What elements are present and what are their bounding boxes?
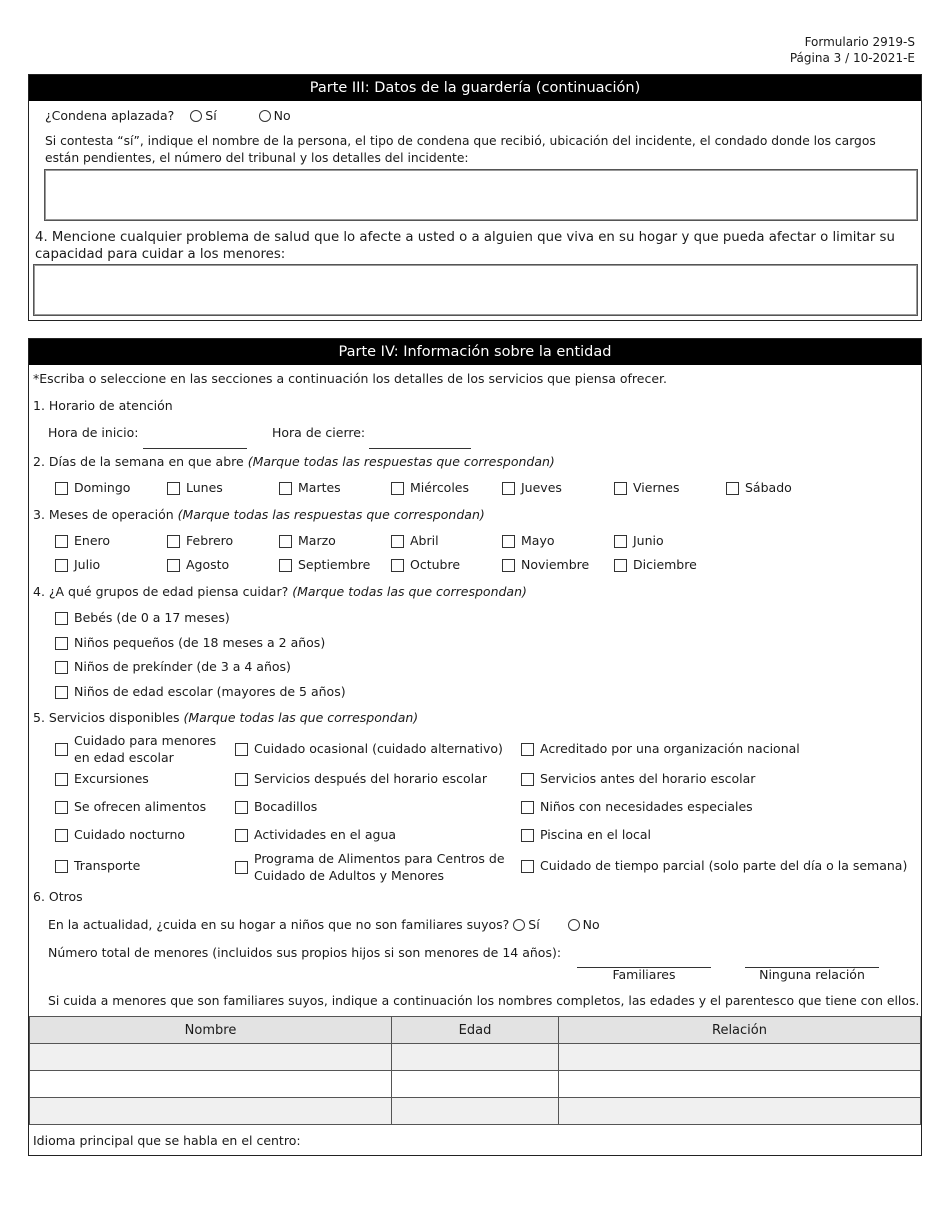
day-wednesday[interactable] [391, 480, 469, 495]
month-sep[interactable] [279, 557, 370, 572]
day-friday-label: Viernes [633, 480, 680, 495]
deferred-yes-label: Sí [205, 108, 217, 123]
nonfamily-question [48, 917, 600, 932]
service-pool[interactable] [521, 827, 651, 842]
name-cell[interactable] [30, 1071, 392, 1098]
checkbox[interactable] [235, 829, 248, 842]
deferred-yes-radio[interactable] [190, 110, 202, 122]
checkbox[interactable] [279, 482, 292, 495]
month-jun-label: Junio [633, 533, 664, 548]
month-feb-label: Febrero [186, 533, 234, 548]
nonfamily-no-label: No [582, 917, 600, 932]
no-relation-label: Ninguna relación [759, 967, 865, 982]
checkbox[interactable] [55, 686, 68, 699]
service-excursions-label: Excursiones [74, 771, 149, 786]
ages-label [33, 584, 527, 599]
month-aug[interactable] [167, 557, 229, 572]
service-transport-label: Transporte [74, 858, 141, 873]
month-jun[interactable] [614, 533, 664, 548]
services-note: (Marque todas las que correspondan) [183, 710, 419, 725]
service-food-program-line2: Cuidado de Adultos y Menores [254, 868, 445, 883]
service-night-care-label: Cuidado nocturno [74, 827, 186, 842]
month-oct[interactable] [391, 557, 460, 572]
nonfamily-yes-radio[interactable] [513, 919, 525, 931]
service-occasional-label: Cuidado ocasional (cuidado alternativo) [254, 741, 503, 756]
nonfamily-yes-label: Sí [528, 917, 540, 932]
health-problems-field[interactable] [33, 264, 918, 316]
service-occasional[interactable] [235, 741, 503, 756]
checkbox[interactable] [55, 661, 68, 674]
age-school[interactable] [55, 684, 346, 699]
part3-section [28, 74, 922, 321]
day-friday[interactable] [614, 480, 679, 495]
part4-intro: *Escriba o seleccione en las secciones a continuación los detalles de los servicios que piensa ofrecer. [33, 371, 667, 386]
months-label-text: 3. Meses de operación [33, 507, 174, 522]
end-time-label: Hora de cierre: [272, 425, 366, 440]
form-header [790, 34, 915, 66]
age-prek[interactable] [55, 659, 291, 674]
service-school-age-line1: Cuidado para menores [74, 733, 217, 748]
service-pool-label: Piscina en el local [540, 827, 651, 842]
service-snacks-label: Bocadillos [254, 799, 318, 814]
months-note: (Marque todas las respuestas que correspondan) [177, 507, 485, 522]
month-dec[interactable] [614, 557, 697, 572]
nonfamily-question-text: En la actualidad, ¿cuida en su hogar a niños que no son familiares suyos? [48, 917, 510, 932]
day-tuesday[interactable] [279, 480, 341, 495]
deferred-no-radio[interactable] [259, 110, 271, 122]
service-part-time-label: Cuidado de tiempo parcial (solo parte del día o la semana) [540, 858, 908, 873]
day-saturday[interactable] [726, 480, 792, 495]
service-excursions[interactable] [55, 771, 149, 786]
month-mar-label: Marzo [298, 533, 336, 548]
start-time-label: Hora de inicio: [48, 425, 139, 440]
day-saturday-label: Sábado [745, 480, 792, 495]
service-after-school[interactable] [235, 771, 487, 786]
service-snacks[interactable] [235, 799, 317, 814]
column-header-age: Edad [392, 1017, 559, 1044]
age-cell[interactable] [392, 1098, 559, 1125]
service-before-school[interactable] [521, 771, 755, 786]
others-label: 6. Otros [33, 889, 83, 904]
if-yes-line2: están pendientes, el número del tribunal y los detalles del incidente: [45, 151, 469, 165]
nonfamily-no-radio[interactable] [568, 919, 580, 931]
age-infants[interactable] [55, 610, 230, 625]
age-school-label: Niños de edad escolar (mayores de 5 años) [74, 684, 346, 699]
family-instructions: Si cuida a menores que son familiares suyos, indique a continuación los nombres completos, las edades y el parentesco que tiene con ellos. [48, 993, 920, 1008]
name-cell[interactable] [30, 1098, 392, 1125]
day-thursday[interactable] [502, 480, 562, 495]
days-label-text: 2. Días de la semana en que abre [33, 454, 244, 469]
relation-cell[interactable] [559, 1044, 921, 1071]
deferred-details-field[interactable] [44, 169, 918, 221]
service-school-age-checkbox[interactable] [55, 743, 68, 756]
service-food-program-label [254, 850, 505, 884]
service-meals[interactable] [55, 799, 206, 814]
checkbox[interactable] [55, 773, 68, 786]
day-sunday-label: Domingo [74, 480, 131, 495]
checkbox[interactable] [391, 559, 404, 572]
checkbox[interactable] [55, 801, 68, 814]
primary-language-label[interactable]: Idioma principal que se habla en el centro: [33, 1133, 301, 1148]
service-meals-label: Se ofrecen alimentos [74, 799, 207, 814]
month-dec-label: Diciembre [633, 557, 697, 572]
checkbox[interactable] [235, 801, 248, 814]
table-row [30, 1098, 921, 1125]
service-transport[interactable] [55, 858, 140, 873]
checkbox[interactable] [614, 559, 627, 572]
services-label-text: 5. Servicios disponibles [33, 710, 180, 725]
part4-section [28, 338, 922, 1156]
column-header-relation: Relación [559, 1017, 921, 1044]
service-part-time[interactable] [521, 858, 907, 873]
service-water-activities[interactable] [235, 827, 396, 842]
checkbox[interactable] [521, 829, 534, 842]
month-jan-label: Enero [74, 533, 111, 548]
checkbox[interactable] [502, 482, 515, 495]
column-header-name: Nombre [30, 1017, 392, 1044]
form-number: Formulario 2919-S [804, 35, 915, 49]
month-oct-label: Octubre [410, 557, 461, 572]
table-row [30, 1044, 921, 1071]
if-yes-line1: Si contesta “sí”, indique el nombre de la persona, el tipo de condena que recibió, ubicación del incidente, el condado donde los cargos [45, 134, 876, 148]
checkbox[interactable] [55, 559, 68, 572]
name-cell[interactable] [30, 1044, 392, 1071]
day-monday[interactable] [167, 480, 223, 495]
service-night-care[interactable] [55, 827, 185, 842]
day-tuesday-label: Martes [298, 480, 341, 495]
day-wednesday-label: Miércoles [410, 480, 470, 495]
service-special-needs[interactable] [521, 799, 753, 814]
service-accredited[interactable] [521, 741, 800, 756]
table-header-row [30, 1017, 921, 1044]
services-label [33, 710, 418, 725]
checkbox[interactable] [521, 860, 534, 873]
month-jul-label: Julio [74, 557, 101, 572]
checkbox[interactable] [235, 743, 248, 756]
age-infants-label: Bebés (de 0 a 17 meses) [74, 610, 230, 625]
page-number: Página 3 / 10-2021-E [789, 51, 915, 65]
month-jan[interactable] [55, 533, 110, 548]
month-aug-label: Agosto [186, 557, 230, 572]
checkbox[interactable] [279, 559, 292, 572]
month-feb[interactable] [167, 533, 233, 548]
checkbox[interactable] [391, 482, 404, 495]
checkbox[interactable] [614, 482, 627, 495]
age-cell[interactable] [392, 1071, 559, 1098]
checkbox[interactable] [614, 535, 627, 548]
checkbox[interactable] [167, 535, 180, 548]
ages-note: (Marque todas las que correspondan) [292, 584, 527, 599]
checkbox[interactable] [726, 482, 739, 495]
days-note: (Marque todas las respuestas que correspondan) [247, 454, 555, 469]
checkbox[interactable] [521, 773, 534, 786]
checkbox[interactable] [279, 535, 292, 548]
age-cell[interactable] [392, 1044, 559, 1071]
checkbox[interactable] [55, 482, 68, 495]
deferred-no-label: No [273, 108, 291, 123]
days-label [33, 454, 555, 469]
end-time-input[interactable] [369, 448, 471, 449]
checkbox[interactable] [502, 535, 515, 548]
months-label [33, 507, 485, 522]
month-nov[interactable] [502, 557, 589, 572]
day-monday-label: Lunes [186, 480, 223, 495]
service-food-program-checkbox[interactable] [235, 861, 248, 874]
part4-title: Parte IV: Información sobre la entidad [29, 339, 921, 365]
relatives-table [29, 1016, 921, 1125]
table-row [30, 1071, 921, 1098]
service-before-school-label: Servicios antes del horario escolar [540, 771, 756, 786]
month-may-label: Mayo [521, 533, 555, 548]
service-school-age-line2: en edad escolar [74, 750, 174, 765]
month-mar[interactable] [279, 533, 336, 548]
total-children-question: Número total de menores (incluidos sus propios hijos si son menores de 14 años): [48, 945, 562, 960]
hours-label: 1. Horario de atención [33, 398, 173, 413]
month-apr-label: Abril [410, 533, 439, 548]
checkbox[interactable] [391, 535, 404, 548]
service-accredited-label: Acreditado por una organización nacional [540, 741, 800, 756]
checkbox[interactable] [55, 612, 68, 625]
checkbox[interactable] [55, 535, 68, 548]
service-food-program-line1: Programa de Alimentos para Centros de [254, 851, 505, 866]
month-apr[interactable] [391, 533, 439, 548]
month-jul[interactable] [55, 557, 100, 572]
ages-label-text: 4. ¿A qué grupos de edad piensa cuidar? [33, 584, 289, 599]
day-sunday[interactable] [55, 480, 130, 495]
service-water-activities-label: Actividades en el agua [254, 827, 397, 842]
month-nov-label: Noviembre [521, 557, 590, 572]
age-toddlers-label: Niños pequeños (de 18 meses a 2 años) [74, 635, 326, 650]
q4-line2: capacidad para cuidar a los menores: [35, 247, 286, 262]
age-toddlers[interactable] [55, 635, 325, 650]
deferred-question [45, 108, 291, 123]
part3-title: Parte III: Datos de la guardería (continuación) [29, 75, 921, 101]
start-time-input[interactable] [143, 448, 247, 449]
month-may[interactable] [502, 533, 555, 548]
checkbox[interactable] [521, 743, 534, 756]
checkbox[interactable] [502, 559, 515, 572]
service-school-age-label [74, 732, 216, 766]
checkbox[interactable] [167, 559, 180, 572]
age-prek-label: Niños de prekínder (de 3 a 4 años) [74, 659, 291, 674]
checkbox[interactable] [167, 482, 180, 495]
relation-cell[interactable] [559, 1071, 921, 1098]
familiares-label: Familiares [612, 967, 676, 982]
service-special-needs-label: Niños con necesidades especiales [540, 799, 753, 814]
checkbox[interactable] [55, 637, 68, 650]
deferred-question-label: ¿Condena aplazada? [45, 108, 175, 123]
day-thursday-label: Jueves [521, 480, 562, 495]
checkbox[interactable] [235, 773, 248, 786]
checkbox[interactable] [521, 801, 534, 814]
service-after-school-label: Servicios después del horario escolar [254, 771, 487, 786]
month-sep-label: Septiembre [298, 557, 371, 572]
checkbox[interactable] [55, 829, 68, 842]
checkbox[interactable] [55, 860, 68, 873]
relation-cell[interactable] [559, 1098, 921, 1125]
q4-line1: 4. Mencione cualquier problema de salud que lo afecte a usted o a alguien que viva en su hogar y que pueda afectar o limitar su [35, 230, 895, 245]
